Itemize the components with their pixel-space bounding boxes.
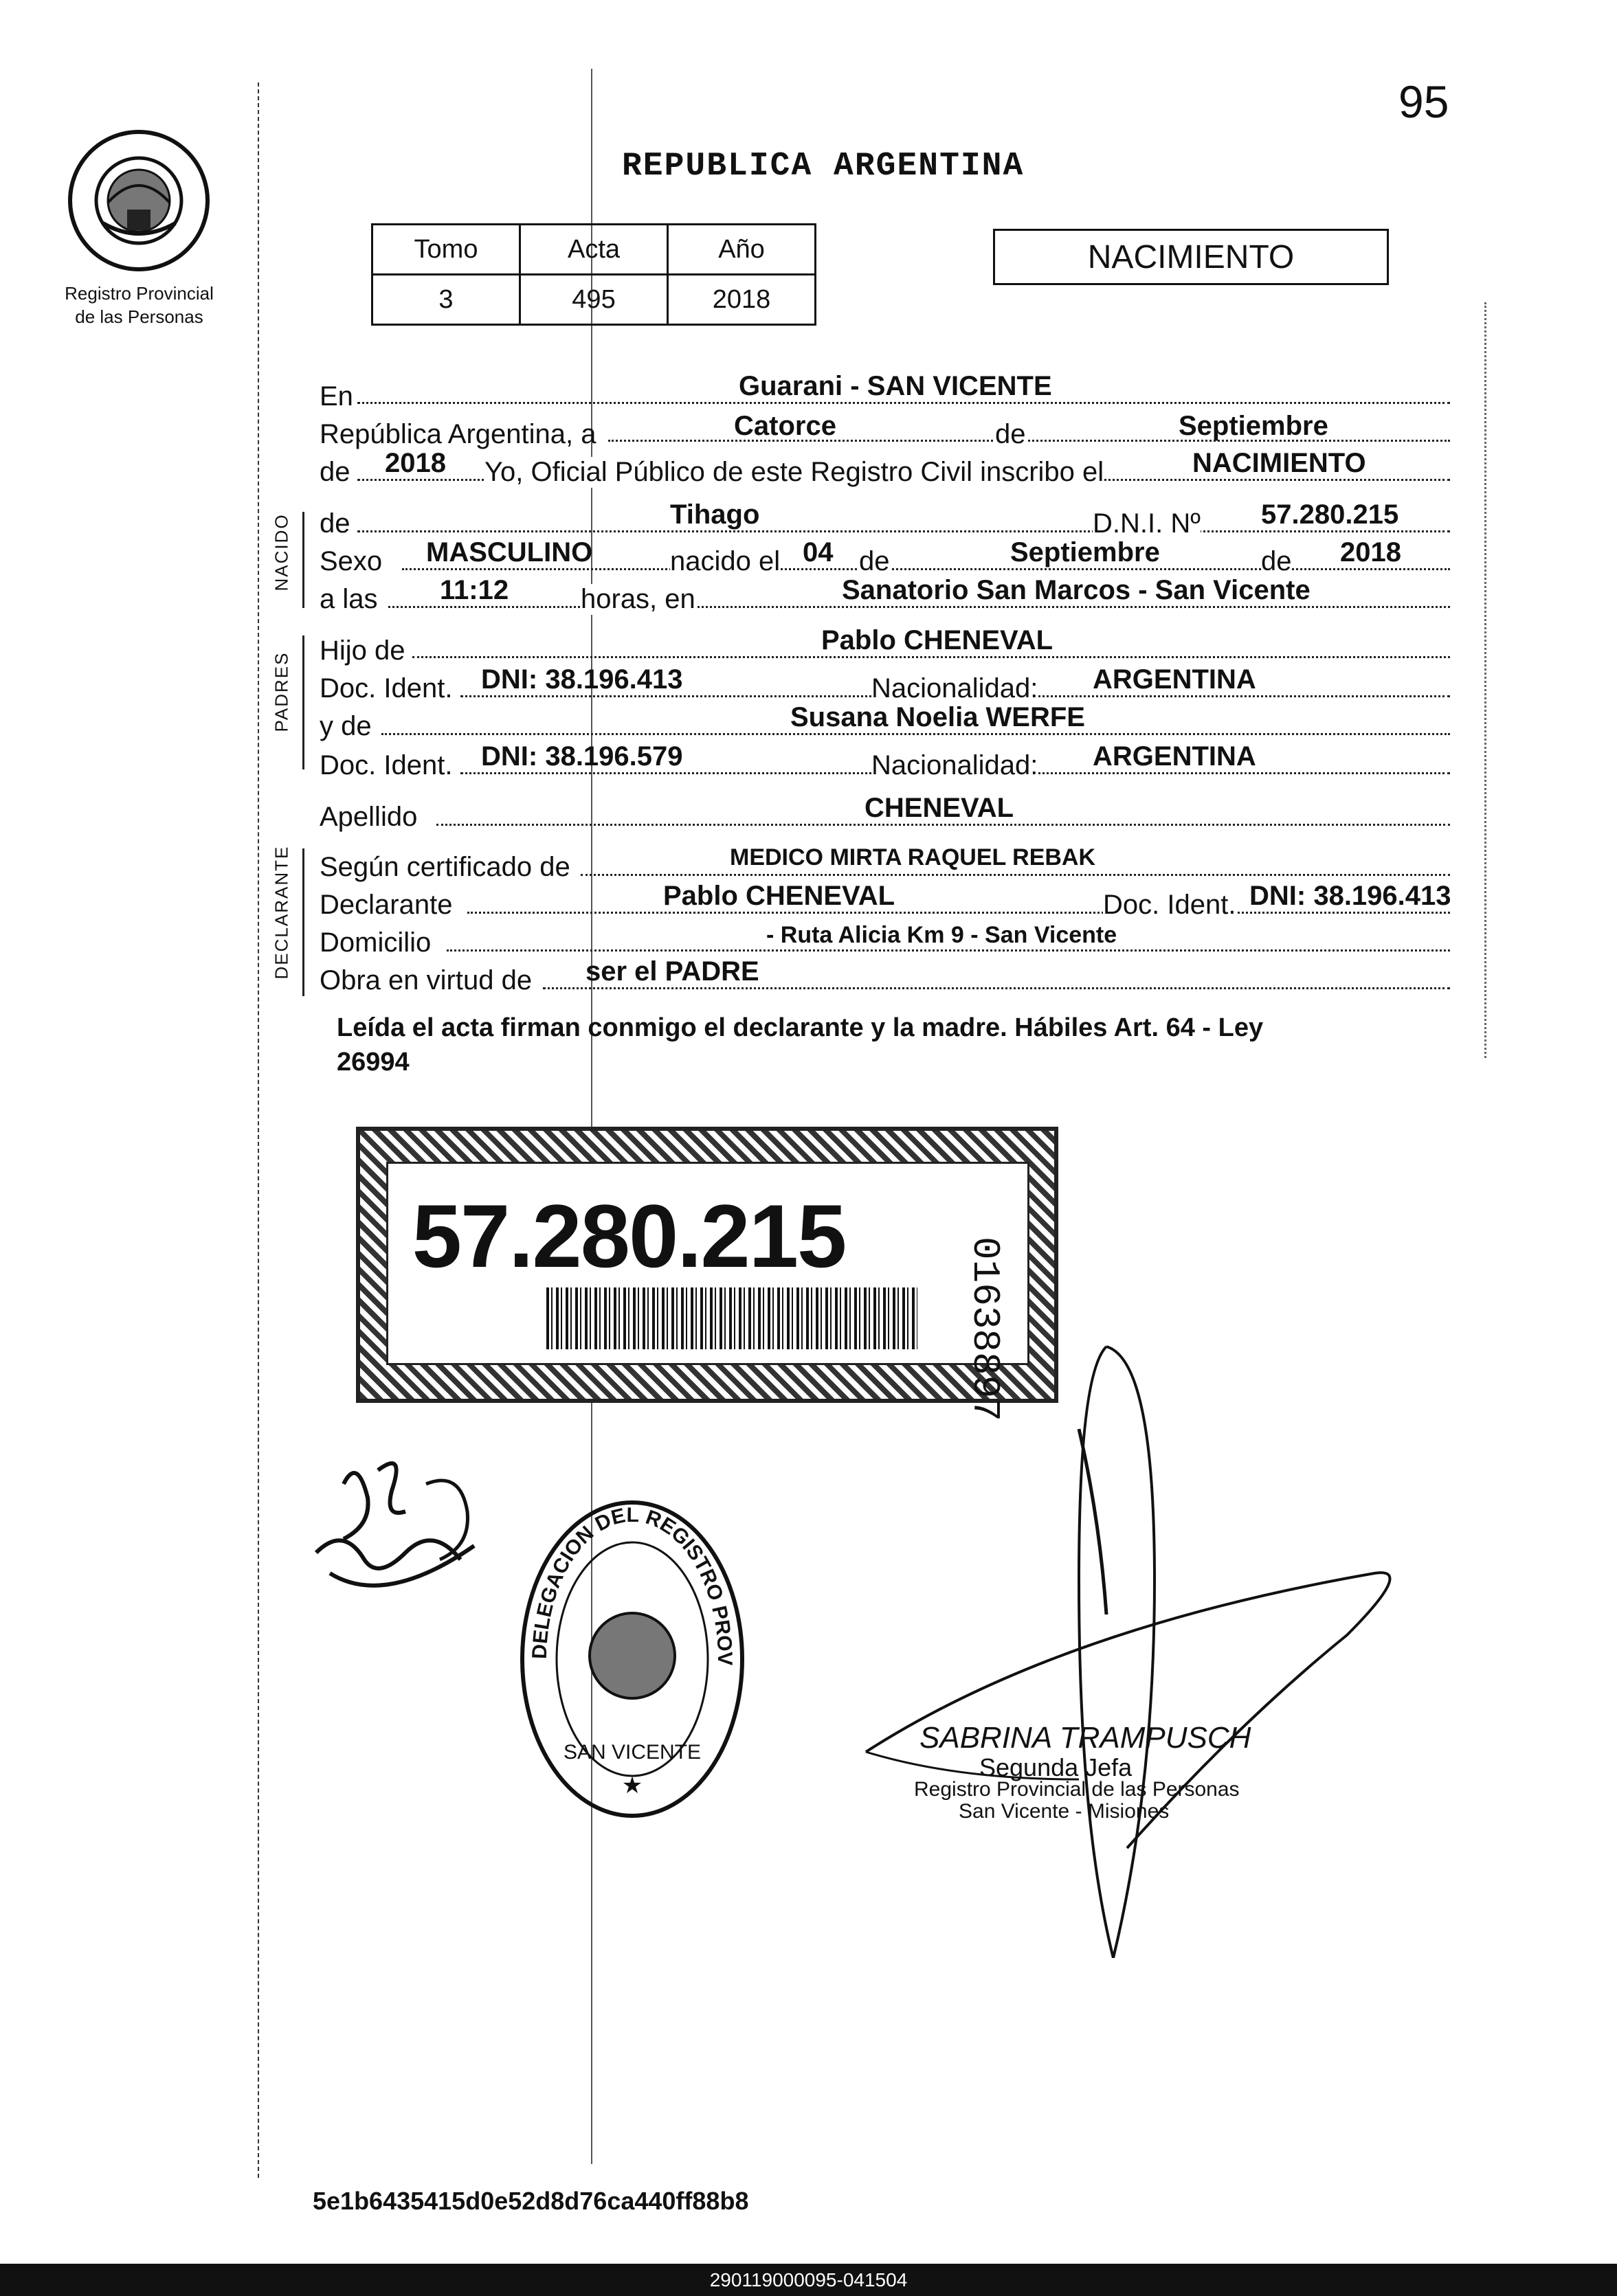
hijo-label: Hijo de (320, 635, 405, 666)
nacionalidad2-label: Nacionalidad: (871, 750, 1038, 780)
sexo-label: Sexo (320, 546, 383, 576)
signatory-location: San Vicente - Misiones (959, 1800, 1170, 1823)
obra-label: Obra en virtud de (320, 965, 533, 995)
alas-label: a las (320, 584, 378, 614)
record-table (371, 223, 816, 326)
mother-doc: DNI: 38.196.579 (481, 741, 683, 772)
month: Septiembre (1179, 411, 1328, 441)
table-value-anio: 2018 (668, 275, 816, 325)
seal-inner-text: SAN VICENTE (563, 1741, 702, 1764)
nacionalidad-label: Nacionalidad: (871, 673, 1038, 704)
day-words: Catorce (734, 411, 836, 441)
registry-seal (519, 1498, 746, 1821)
name-label: de (320, 508, 350, 539)
father-doc: DNI: 38.196.413 (481, 664, 683, 695)
republica-label: República Argentina, a (320, 419, 596, 449)
section-declarante: DECLARANTE (271, 845, 292, 980)
signatory-name: SABRINA TRAMPUSCH (919, 1721, 1251, 1755)
act-type-box (993, 229, 1389, 285)
document-hash: 5e1b6435415d0e52d8d76ca440ff88b8 (313, 2187, 749, 2215)
father-name: Pablo CHENEVAL (821, 625, 1053, 655)
declarant-signature (302, 1443, 495, 1614)
child-name: Tihago (670, 499, 760, 530)
province-emblem (65, 127, 213, 275)
de-label: de (995, 419, 1026, 449)
inscribo-value: NACIMIENTO (1192, 448, 1366, 478)
table-value-acta: 495 (520, 275, 668, 325)
yde-label: y de (320, 711, 372, 741)
table-header-tomo: Tomo (372, 225, 520, 275)
table-header-acta: Acta (520, 225, 668, 275)
registry-name-line2: de las Personas (75, 306, 203, 327)
svg-text:★: ★ (621, 1772, 643, 1799)
signatory-title: Segunda Jefa (979, 1753, 1133, 1781)
declarante-doc: DNI: 38.196.413 (1249, 881, 1451, 911)
year: 2018 (385, 448, 446, 478)
domicilio-value: - Ruta Alicia Km 9 - San Vicente (766, 922, 1117, 948)
signatory-office: Registro Provincial de las Personas (914, 1778, 1240, 1801)
de3-label: de (859, 546, 890, 576)
sexo-value: MASCULINO (426, 537, 593, 567)
dni-sticker-serial: 01638897 (963, 1237, 1007, 1421)
closing-line-2: 26994 (337, 1048, 410, 1077)
footer-bar (0, 2264, 1617, 2296)
page-number: 95 (1398, 76, 1449, 127)
en-value: Guarani - SAN VICENTE (739, 371, 1052, 401)
doc2-label: Doc. Ident. (320, 750, 453, 780)
inscribo-text: Yo, Oficial Público de este Registro Civil inscribo el (484, 457, 1104, 487)
footer-code: 290119000095-041504 (709, 2269, 908, 2291)
table-header-anio: Año (668, 225, 816, 275)
certificado-label: Según certificado de (320, 852, 570, 882)
horas-label: horas, en (581, 584, 695, 614)
seal-outer-text: DELEGACION DEL REGISTRO PROV (528, 1503, 737, 1666)
birth-day: 04 (803, 537, 834, 567)
declarante-value: Pablo CHENEVAL (663, 881, 895, 911)
officer-signature (852, 1340, 1471, 1958)
apellido-label: Apellido (320, 802, 418, 832)
birth-year: 2018 (1340, 537, 1401, 567)
closing-line-1: Leída el acta firman conmigo el declarante y la madre. Hábiles Art. 64 - Ley (337, 1013, 1264, 1042)
table-value-tomo: 3 (372, 275, 520, 325)
de4-label: de (1261, 546, 1292, 576)
obra-value: ser el PADRE (586, 956, 759, 987)
birth-month: Septiembre (1010, 537, 1160, 567)
section-nacido: NACIDO (271, 513, 292, 592)
doc-label: Doc. Ident. (320, 673, 453, 704)
birth-place: Sanatorio San Marcos - San Vicente (842, 575, 1311, 605)
birth-time: 11:12 (440, 575, 509, 605)
apellido-value: CHENEVAL (865, 793, 1014, 823)
declarante-label: Declarante (320, 890, 453, 920)
dni-label: D.N.I. Nº (1093, 508, 1201, 539)
dni-value: 57.280.215 (1261, 499, 1399, 530)
country-title: REPUBLICA ARGENTINA (622, 148, 1025, 185)
doc3-label: Doc. Ident. (1103, 890, 1236, 920)
de2-label: de (320, 457, 350, 487)
section-padres: PADRES (271, 651, 292, 732)
father-nationality: ARGENTINA (1093, 664, 1256, 695)
certificado-value: MEDICO MIRTA RAQUEL REBAK (730, 844, 1096, 870)
mother-nationality: ARGENTINA (1093, 741, 1256, 772)
registry-name-line1: Registro Provincial (65, 283, 214, 304)
dni-sticker-number: 57.280.215 (412, 1186, 846, 1286)
act-type: NACIMIENTO (1087, 238, 1295, 275)
domicilio-label: Domicilio (320, 927, 432, 958)
en-label: En (320, 381, 353, 412)
mother-name: Susana Noelia WERFE (790, 702, 1085, 732)
nacido-label: nacido el (670, 546, 781, 576)
